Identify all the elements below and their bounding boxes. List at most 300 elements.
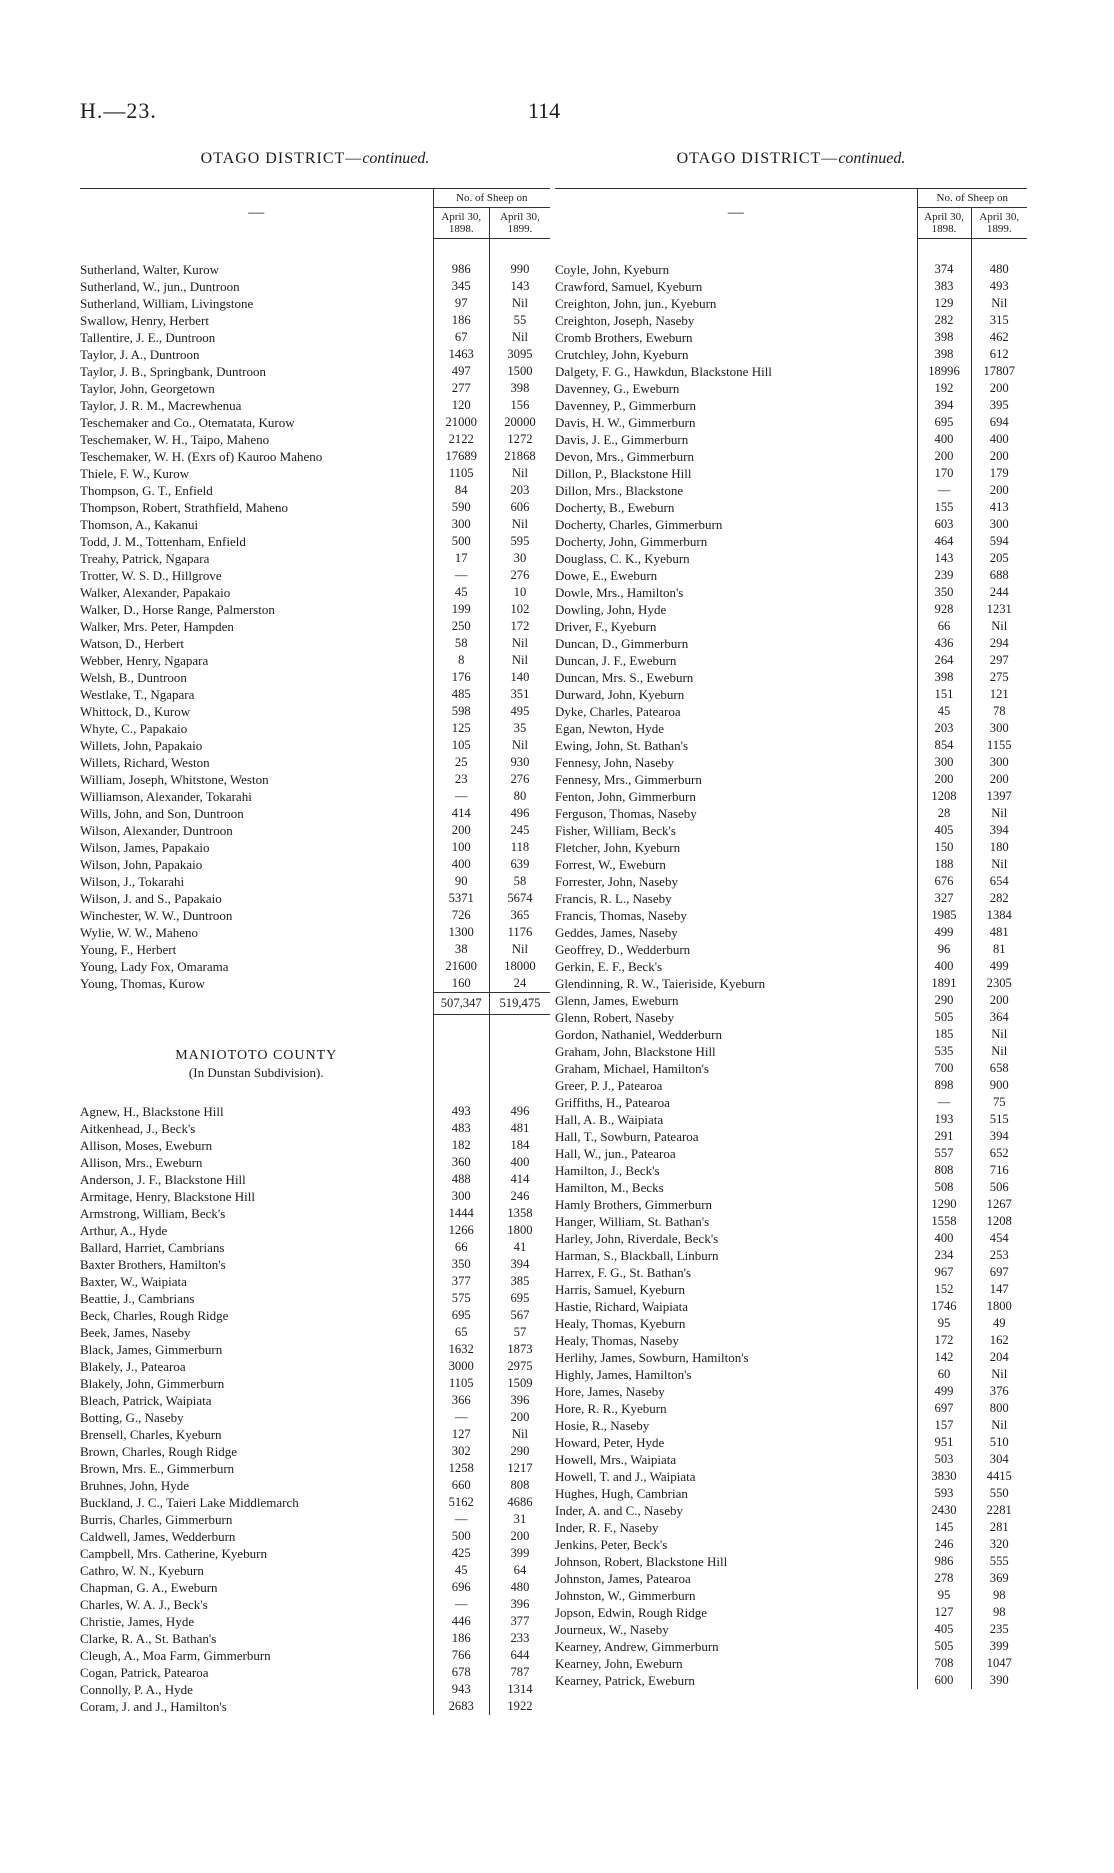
table-row bbox=[555, 1298, 1027, 1315]
owner-name: Kearney, Patrick, Eweburn bbox=[555, 1673, 695, 1688]
table-row bbox=[555, 822, 1027, 839]
owner-name: Thompson, G. T., Enfield bbox=[80, 483, 213, 498]
sheep-1898: 203 bbox=[917, 720, 971, 737]
sheep-1898: 700 bbox=[917, 1060, 971, 1077]
owner-name: Thompson, Robert, Strathfield, Maheno bbox=[80, 500, 288, 515]
sheep-1899: 184 bbox=[489, 1137, 550, 1154]
right-sheep-table bbox=[555, 188, 1027, 1689]
owner-name: Harman, S., Blackball, Linburn bbox=[555, 1248, 719, 1263]
sheep-1898: 3000 bbox=[433, 1358, 489, 1375]
sheep-1899: 31 bbox=[489, 1511, 550, 1528]
sheep-1898: 17689 bbox=[433, 448, 489, 465]
table-row bbox=[80, 239, 550, 279]
owner-name: Blakely, J., Patearoa bbox=[80, 1359, 186, 1374]
sheep-1899: 4686 bbox=[489, 1494, 550, 1511]
left-otago-rows bbox=[80, 239, 550, 993]
table-row bbox=[80, 958, 550, 975]
table-row bbox=[555, 414, 1027, 431]
table-row bbox=[555, 873, 1027, 890]
table-row bbox=[555, 1519, 1027, 1536]
owner-name: Highly, James, Hamilton's bbox=[555, 1367, 692, 1382]
sheep-1898: 377 bbox=[433, 1273, 489, 1290]
sheep-1899: 800 bbox=[971, 1400, 1027, 1417]
owner-name: Hosie, R., Naseby bbox=[555, 1418, 650, 1433]
sheep-1898: 327 bbox=[917, 890, 971, 907]
owner-name: Forrest, W., Eweburn bbox=[555, 857, 666, 872]
sheep-1898: 23 bbox=[433, 771, 489, 788]
sheep-1898: 497 bbox=[433, 363, 489, 380]
sheep-1899: 351 bbox=[489, 686, 550, 703]
sheep-1899: 639 bbox=[489, 856, 550, 873]
owner-name: Armitage, Henry, Blackstone Hill bbox=[80, 1189, 255, 1204]
sheep-1899: 172 bbox=[489, 618, 550, 635]
owner-name: Clarke, R. A., St. Bathan's bbox=[80, 1631, 217, 1646]
table-row bbox=[80, 873, 550, 890]
sheep-1899: 4415 bbox=[971, 1468, 1027, 1485]
table-row bbox=[80, 1681, 550, 1698]
sheep-1898: 18996 bbox=[917, 363, 971, 380]
owner-name: Dowling, John, Hyde bbox=[555, 602, 667, 617]
right-column bbox=[555, 150, 1027, 1689]
table-row bbox=[555, 975, 1027, 992]
sheep-1898: 129 bbox=[917, 295, 971, 312]
sheep-1899: Nil bbox=[489, 737, 550, 754]
sheep-1899: 658 bbox=[971, 1060, 1027, 1077]
sheep-1898: — bbox=[917, 1094, 971, 1111]
sheep-1898: 176 bbox=[433, 669, 489, 686]
sheep-1898: 383 bbox=[917, 278, 971, 295]
owner-name: Young, Thomas, Kurow bbox=[80, 976, 205, 992]
sheep-1898: 45 bbox=[433, 1562, 489, 1579]
sheep-1899: 595 bbox=[489, 533, 550, 550]
sheep-1898: 726 bbox=[433, 907, 489, 924]
sheep-1898: 200 bbox=[433, 822, 489, 839]
sheep-1899: 1231 bbox=[971, 601, 1027, 618]
sheep-1899: 694 bbox=[971, 414, 1027, 431]
owner-name: Coyle, John, Kyeburn bbox=[555, 261, 670, 277]
owner-name: Docherty, B., Eweburn bbox=[555, 500, 675, 515]
sheep-1898: 360 bbox=[433, 1154, 489, 1171]
owner-name: Davis, H. W., Gimmerburn bbox=[555, 415, 696, 430]
sheep-1899: 414 bbox=[489, 1171, 550, 1188]
sheep-1899: 1800 bbox=[971, 1298, 1027, 1315]
table-row bbox=[555, 1332, 1027, 1349]
table-row bbox=[80, 1222, 550, 1239]
sheep-1898: 436 bbox=[917, 635, 971, 652]
sheep-1898: 1891 bbox=[917, 975, 971, 992]
table-row bbox=[80, 720, 550, 737]
table-row bbox=[555, 239, 1027, 279]
sheep-1898: 278 bbox=[917, 1570, 971, 1587]
owner-name: Harrex, F. G., St. Bathan's bbox=[555, 1265, 691, 1280]
sheep-1898: 239 bbox=[917, 567, 971, 584]
sheep-1899: 644 bbox=[489, 1647, 550, 1664]
sheep-1898: 1463 bbox=[433, 346, 489, 363]
left-total bbox=[80, 993, 550, 1082]
table-row bbox=[80, 771, 550, 788]
sheep-1898: 1746 bbox=[917, 1298, 971, 1315]
owner-name: Sutherland, W., jun., Duntroon bbox=[80, 279, 240, 294]
sheep-1898: 193 bbox=[917, 1111, 971, 1128]
owner-name: Whyte, C., Papakaio bbox=[80, 721, 188, 736]
owner-name: Dillon, P., Blackstone Hill bbox=[555, 466, 692, 481]
sheep-1898: 986 bbox=[433, 239, 489, 279]
sheep-1899: 64 bbox=[489, 1562, 550, 1579]
sheep-1899: 1922 bbox=[489, 1698, 550, 1715]
table-row bbox=[80, 397, 550, 414]
owner-name: Botting, G., Naseby bbox=[80, 1410, 184, 1425]
sheep-1899: 390 bbox=[971, 1672, 1027, 1689]
owner-name: Todd, J. M., Tottenham, Enfield bbox=[80, 534, 246, 549]
sheep-1899: 315 bbox=[971, 312, 1027, 329]
sheep-1898: 155 bbox=[917, 499, 971, 516]
table-row bbox=[555, 1502, 1027, 1519]
owner-name: Thiele, F. W., Kurow bbox=[80, 466, 190, 481]
sheep-1898: 38 bbox=[433, 941, 489, 958]
owner-name: Burris, Charles, Gimmerburn bbox=[80, 1512, 233, 1527]
table-row bbox=[555, 601, 1027, 618]
table-row bbox=[80, 635, 550, 652]
right-title-main: OTAGO DISTRICT— bbox=[676, 150, 839, 167]
sheep-1899: 394 bbox=[971, 822, 1027, 839]
owner-name: Howell, Mrs., Waipiata bbox=[555, 1452, 677, 1467]
sheep-1898: 943 bbox=[433, 1681, 489, 1698]
sheep-1899: 244 bbox=[971, 584, 1027, 601]
sheep-1898: 172 bbox=[917, 1332, 971, 1349]
table-row bbox=[80, 448, 550, 465]
owner-name: Beek, James, Naseby bbox=[80, 1325, 191, 1340]
table-row bbox=[555, 516, 1027, 533]
sheep-1899: 400 bbox=[489, 1154, 550, 1171]
sheep-1898: 676 bbox=[917, 873, 971, 890]
table-row bbox=[555, 1060, 1027, 1077]
owner-name: Winchester, W. W., Duntroon bbox=[80, 908, 233, 923]
sheep-1898: 143 bbox=[917, 550, 971, 567]
table-row bbox=[80, 1664, 550, 1681]
owner-name: Glenn, Robert, Naseby bbox=[555, 1010, 675, 1025]
table-row bbox=[80, 1494, 550, 1511]
sheep-1898: 188 bbox=[917, 856, 971, 873]
sheep-1898: 598 bbox=[433, 703, 489, 720]
owner-name: Black, James, Gimmerburn bbox=[80, 1342, 223, 1357]
owner-name: Kearney, John, Eweburn bbox=[555, 1656, 683, 1671]
owner-name: Wilson, James, Papakaio bbox=[80, 840, 210, 855]
table-row bbox=[555, 1213, 1027, 1230]
sheep-1898: 695 bbox=[917, 414, 971, 431]
owner-name: Beck, Charles, Rough Ridge bbox=[80, 1308, 229, 1323]
sheep-1899: 30 bbox=[489, 550, 550, 567]
table-row bbox=[555, 992, 1027, 1009]
owner-name: Johnson, Robert, Blackstone Hill bbox=[555, 1554, 728, 1569]
sheep-1898: 95 bbox=[917, 1587, 971, 1604]
table-row bbox=[80, 1647, 550, 1664]
sheep-1898: 90 bbox=[433, 873, 489, 890]
sheep-1898: 21600 bbox=[433, 958, 489, 975]
sheep-1898: 150 bbox=[917, 839, 971, 856]
sheep-1899: 140 bbox=[489, 669, 550, 686]
sheep-1898: 557 bbox=[917, 1145, 971, 1162]
owner-name: Johnston, W., Gimmerburn bbox=[555, 1588, 696, 1603]
sheep-1898: 182 bbox=[433, 1137, 489, 1154]
sheep-1899: 1047 bbox=[971, 1655, 1027, 1672]
sheep-1899: 162 bbox=[971, 1332, 1027, 1349]
right-title-continued: continued. bbox=[838, 150, 906, 167]
owner-name: Docherty, Charles, Gimmerburn bbox=[555, 517, 723, 532]
table-row bbox=[80, 380, 550, 397]
sheep-1898: 1444 bbox=[433, 1205, 489, 1222]
table-row bbox=[80, 1613, 550, 1630]
owner-name: Healy, Thomas, Kyeburn bbox=[555, 1316, 686, 1331]
sheep-1899: Nil bbox=[489, 941, 550, 958]
owner-name: Walker, D., Horse Range, Palmerston bbox=[80, 602, 275, 617]
owner-name: Baxter, W., Waipiata bbox=[80, 1274, 187, 1289]
table-row bbox=[80, 890, 550, 907]
sheep-1899: 143 bbox=[489, 278, 550, 295]
owner-name: Swallow, Henry, Herbert bbox=[80, 313, 209, 328]
owner-name: Gordon, Nathaniel, Wedderburn bbox=[555, 1027, 722, 1042]
sheep-1898: 21000 bbox=[433, 414, 489, 431]
left-col-1898-header: April 30, 1898. bbox=[433, 208, 489, 239]
sheep-1898: 151 bbox=[917, 686, 971, 703]
table-row bbox=[555, 1366, 1027, 1383]
owner-name: Armstrong, William, Beck's bbox=[80, 1206, 226, 1221]
owner-name: Durward, John, Kyeburn bbox=[555, 687, 685, 702]
table-row bbox=[555, 1604, 1027, 1621]
table-row bbox=[555, 295, 1027, 312]
sheep-1899: 205 bbox=[971, 550, 1027, 567]
owner-name: Buckland, J. C., Taieri Lake Middlemarch bbox=[80, 1495, 299, 1510]
left-maniototo-rows bbox=[80, 1081, 550, 1715]
sheep-1899: 496 bbox=[489, 1081, 550, 1120]
sheep-1899: Nil bbox=[971, 618, 1027, 635]
sheep-1898: 120 bbox=[433, 397, 489, 414]
owner-name: Howell, T. and J., Waipiata bbox=[555, 1469, 696, 1484]
right-col-1898-header: April 30, 1898. bbox=[917, 208, 971, 239]
owner-name: Hall, A. B., Waipiata bbox=[555, 1112, 664, 1127]
table-row bbox=[555, 1434, 1027, 1451]
owner-name: Griffiths, H., Patearoa bbox=[555, 1095, 670, 1110]
sheep-1898: 170 bbox=[917, 465, 971, 482]
owner-name: Geddes, James, Naseby bbox=[555, 925, 678, 940]
owner-name: Trotter, W. S. D., Hillgrove bbox=[80, 568, 222, 583]
sheep-1899: 200 bbox=[971, 482, 1027, 499]
table-row bbox=[555, 754, 1027, 771]
sheep-1899: 413 bbox=[971, 499, 1027, 516]
owner-name: Webber, Henry, Ngapara bbox=[80, 653, 209, 668]
sheep-1898: 157 bbox=[917, 1417, 971, 1434]
owner-name: Connolly, P. A., Hyde bbox=[80, 1682, 193, 1697]
sheep-1898: 145 bbox=[917, 1519, 971, 1536]
sheep-1898: 398 bbox=[917, 669, 971, 686]
owner-name: Treahy, Patrick, Ngapara bbox=[80, 551, 210, 566]
owner-name: Graham, Michael, Hamilton's bbox=[555, 1061, 709, 1076]
sheep-1898: 967 bbox=[917, 1264, 971, 1281]
sheep-1899: Nil bbox=[489, 1426, 550, 1443]
table-row bbox=[80, 1630, 550, 1647]
table-row bbox=[555, 1162, 1027, 1179]
right-rows bbox=[555, 239, 1027, 1690]
sheep-1899: 5674 bbox=[489, 890, 550, 907]
owner-name: Fisher, William, Beck's bbox=[555, 823, 676, 838]
sheep-1899: 121 bbox=[971, 686, 1027, 703]
table-row bbox=[555, 1400, 1027, 1417]
table-row bbox=[555, 1247, 1027, 1264]
table-row bbox=[80, 465, 550, 482]
sheep-1899: 98 bbox=[971, 1604, 1027, 1621]
table-row bbox=[80, 1375, 550, 1392]
sheep-1899: 495 bbox=[489, 703, 550, 720]
sheep-1898: 499 bbox=[917, 1383, 971, 1400]
sheep-1898: 986 bbox=[917, 1553, 971, 1570]
table-row bbox=[555, 380, 1027, 397]
sheep-1899: 41 bbox=[489, 1239, 550, 1256]
table-row bbox=[80, 703, 550, 720]
owner-name: Dillon, Mrs., Blackstone bbox=[555, 483, 684, 498]
table-row bbox=[80, 907, 550, 924]
sheep-1899: 688 bbox=[971, 567, 1027, 584]
table-row bbox=[555, 533, 1027, 550]
sheep-1898: 185 bbox=[917, 1026, 971, 1043]
sheep-1898: 200 bbox=[917, 771, 971, 788]
sheep-1898: 8 bbox=[433, 652, 489, 669]
owner-name: Herlihy, James, Sowburn, Hamilton's bbox=[555, 1350, 749, 1365]
owner-name: Charles, W. A. J., Beck's bbox=[80, 1597, 208, 1612]
table-row bbox=[80, 567, 550, 584]
sheep-1899: 118 bbox=[489, 839, 550, 856]
sheep-1898: 394 bbox=[917, 397, 971, 414]
sheep-1898: — bbox=[433, 1409, 489, 1426]
sheep-1899: 276 bbox=[489, 771, 550, 788]
sheep-1898: 600 bbox=[917, 1672, 971, 1689]
sheep-1898: 67 bbox=[433, 329, 489, 346]
sheep-1899: Nil bbox=[971, 1043, 1027, 1060]
sheep-1898: 488 bbox=[433, 1171, 489, 1188]
owner-name: Greer, P. J., Patearoa bbox=[555, 1078, 663, 1093]
table-row bbox=[80, 1171, 550, 1188]
owner-name: Duncan, J. F., Eweburn bbox=[555, 653, 677, 668]
sheep-1899: 1208 bbox=[971, 1213, 1027, 1230]
owner-name: Hall, W., jun., Patearoa bbox=[555, 1146, 676, 1161]
table-row bbox=[80, 1324, 550, 1341]
sheep-1899: 555 bbox=[971, 1553, 1027, 1570]
left-col-1899-header: April 30, 1899. bbox=[489, 208, 550, 239]
sheep-1898: 142 bbox=[917, 1349, 971, 1366]
table-row bbox=[80, 584, 550, 601]
sheep-1899: 2305 bbox=[971, 975, 1027, 992]
owner-name: Duncan, D., Gimmerburn bbox=[555, 636, 689, 651]
owner-name: Sutherland, Walter, Kurow bbox=[80, 261, 219, 277]
sheep-1899: 1384 bbox=[971, 907, 1027, 924]
owner-name: Harris, Samuel, Kyeburn bbox=[555, 1282, 685, 1297]
sheep-1899: 1800 bbox=[489, 1222, 550, 1239]
sheep-1899: 35 bbox=[489, 720, 550, 737]
sheep-1899: 55 bbox=[489, 312, 550, 329]
owner-name: Jopson, Edwin, Rough Ridge bbox=[555, 1605, 708, 1620]
owner-name: Williamson, Alexander, Tokarahi bbox=[80, 789, 252, 804]
sheep-1899: 398 bbox=[489, 380, 550, 397]
sheep-1899: 481 bbox=[489, 1120, 550, 1137]
table-row bbox=[555, 1026, 1027, 1043]
owner-name: Cromb Brothers, Eweburn bbox=[555, 330, 693, 345]
table-row bbox=[555, 941, 1027, 958]
owner-name: Egan, Newton, Hyde bbox=[555, 721, 665, 736]
sheep-1899: Nil bbox=[489, 329, 550, 346]
owner-name: Creighton, John, jun., Kyeburn bbox=[555, 296, 717, 311]
table-row bbox=[80, 1081, 550, 1120]
table-row bbox=[80, 1409, 550, 1426]
sheep-1898: 400 bbox=[917, 958, 971, 975]
table-row bbox=[555, 1077, 1027, 1094]
owner-name: Davenney, P., Gimmerburn bbox=[555, 398, 697, 413]
table-row bbox=[80, 278, 550, 295]
owner-name: Wylie, W. W., Maheno bbox=[80, 925, 199, 940]
table-row bbox=[555, 1672, 1027, 1689]
sheep-1899: 808 bbox=[489, 1477, 550, 1494]
owner-name: Thomson, A., Kakanui bbox=[80, 517, 199, 532]
table-row bbox=[80, 1256, 550, 1273]
owner-name: Ewing, John, St. Bathan's bbox=[555, 738, 689, 753]
sheep-1899: 990 bbox=[489, 239, 550, 279]
sheep-1899: 900 bbox=[971, 1077, 1027, 1094]
left-total-1899: 519,475 bbox=[489, 993, 550, 1015]
sheep-1898: 854 bbox=[917, 737, 971, 754]
sheep-1898: 400 bbox=[917, 1230, 971, 1247]
owner-name: Teschemaker, W. H., Taipo, Maheno bbox=[80, 432, 270, 447]
sheep-1898: 425 bbox=[433, 1545, 489, 1562]
sheep-1898: 808 bbox=[917, 1162, 971, 1179]
sheep-1899: 180 bbox=[971, 839, 1027, 856]
owner-name: Kearney, Andrew, Gimmerburn bbox=[555, 1639, 719, 1654]
table-row bbox=[80, 686, 550, 703]
sheep-1899: 1155 bbox=[971, 737, 1027, 754]
table-row bbox=[80, 1545, 550, 1562]
sheep-1898: 28 bbox=[917, 805, 971, 822]
sheep-1898: 464 bbox=[917, 533, 971, 550]
sheep-1898: 290 bbox=[917, 992, 971, 1009]
owner-name: Wilson, Alexander, Duntroon bbox=[80, 823, 233, 838]
sheep-1899: 462 bbox=[971, 329, 1027, 346]
sheep-1898: 1266 bbox=[433, 1222, 489, 1239]
owner-name: Hamly Brothers, Gimmerburn bbox=[555, 1197, 713, 1212]
sheep-1898: 300 bbox=[433, 516, 489, 533]
sheep-1898: 45 bbox=[917, 703, 971, 720]
owner-name: Whittock, D., Kurow bbox=[80, 704, 191, 719]
table-row bbox=[80, 924, 550, 941]
sheep-1898: 192 bbox=[917, 380, 971, 397]
sheep-1899: 2975 bbox=[489, 1358, 550, 1375]
sheep-1898: 898 bbox=[917, 1077, 971, 1094]
owner-name: Hamilton, M., Becks bbox=[555, 1180, 664, 1195]
sheep-1898: 350 bbox=[433, 1256, 489, 1273]
sheep-1898: 500 bbox=[433, 1528, 489, 1545]
table-row bbox=[555, 669, 1027, 686]
sheep-1898: 660 bbox=[433, 1477, 489, 1494]
sheep-1899: 1358 bbox=[489, 1205, 550, 1222]
owner-name: Graham, John, Blackstone Hill bbox=[555, 1044, 716, 1059]
sheep-1899: 290 bbox=[489, 1443, 550, 1460]
table-row bbox=[555, 1638, 1027, 1655]
sheep-1898: 302 bbox=[433, 1443, 489, 1460]
sheep-1899: 81 bbox=[971, 941, 1027, 958]
sheep-1899: 276 bbox=[489, 567, 550, 584]
sheep-1899: 369 bbox=[971, 1570, 1027, 1587]
sheep-1898: 17 bbox=[433, 550, 489, 567]
sheep-1899: 376 bbox=[971, 1383, 1027, 1400]
sheep-1898: 264 bbox=[917, 652, 971, 669]
sheep-1898: 160 bbox=[433, 975, 489, 993]
table-row bbox=[555, 278, 1027, 295]
sheep-1898: 1258 bbox=[433, 1460, 489, 1477]
